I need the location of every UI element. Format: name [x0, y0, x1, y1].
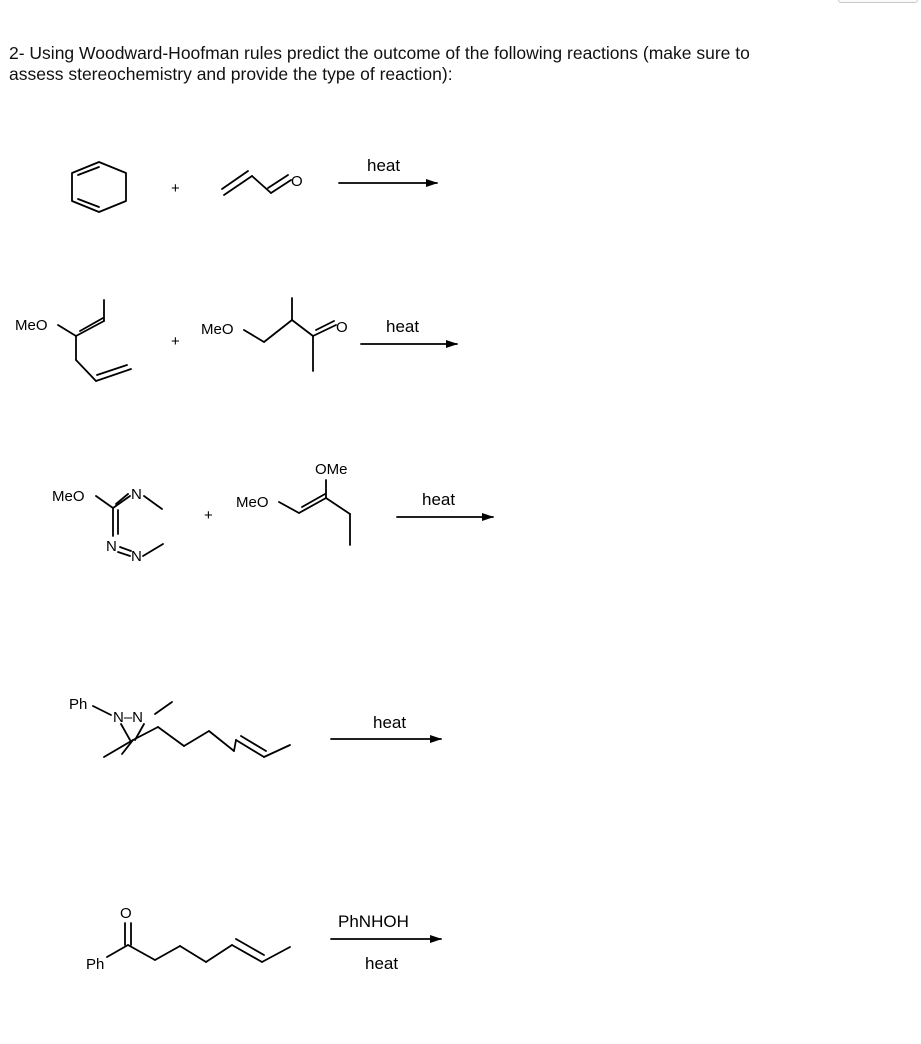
- cyclohexadiene-structure: [72, 162, 126, 212]
- ketone-alkene-structure: [107, 923, 290, 962]
- reaction-2: [15, 298, 457, 381]
- reaction-3: [52, 461, 493, 565]
- reaction-5: [86, 905, 441, 973]
- atom-label-N: N: [106, 538, 117, 555]
- atom-label-Ph: Ph: [86, 956, 105, 973]
- reaction-1: [72, 156, 437, 212]
- arrow-condition-above-1: heat: [367, 156, 401, 175]
- arrow-condition-below-5: heat: [365, 954, 399, 973]
- dimethoxy-alkene-structure: [279, 480, 350, 545]
- atom-label-O: O: [291, 173, 303, 190]
- atom-label-O: O: [120, 905, 132, 922]
- atom-label-N: N: [131, 548, 142, 565]
- atom-label-MeO: MeO: [236, 494, 269, 511]
- arrow-condition-above-5: PhNHOH: [338, 912, 409, 931]
- atom-label-MeO: MeO: [15, 317, 48, 334]
- atom-label-N-N: N–N: [113, 709, 144, 726]
- methoxy-diene-structure: [58, 300, 131, 381]
- arrow-condition-above-4: heat: [373, 713, 407, 732]
- atom-label-N: N: [131, 486, 142, 503]
- atom-label-MeO: MeO: [52, 488, 85, 505]
- arrow-condition-above-2: heat: [386, 317, 420, 336]
- plus-sign-2: +: [171, 333, 180, 350]
- acrolein-structure: [222, 171, 291, 195]
- question-line-1: 2- Using Woodward-Hoofman rules predict the outcome of the following reactions (make sure to: [9, 43, 750, 63]
- arrow-condition-above-3: heat: [422, 490, 456, 509]
- methoxy-enone-structure: [244, 298, 336, 371]
- reaction-4: [69, 696, 441, 757]
- atom-label-OMe: OMe: [315, 461, 348, 478]
- plus-sign-3: +: [204, 507, 213, 524]
- atom-label-Ph: Ph: [69, 696, 88, 713]
- question-line-2: assess stereochemistry and provide the type of reaction):: [9, 64, 453, 84]
- plus-sign-1: +: [171, 180, 180, 197]
- atom-label-MeO: MeO: [201, 321, 234, 338]
- atom-label-O: O: [336, 319, 348, 336]
